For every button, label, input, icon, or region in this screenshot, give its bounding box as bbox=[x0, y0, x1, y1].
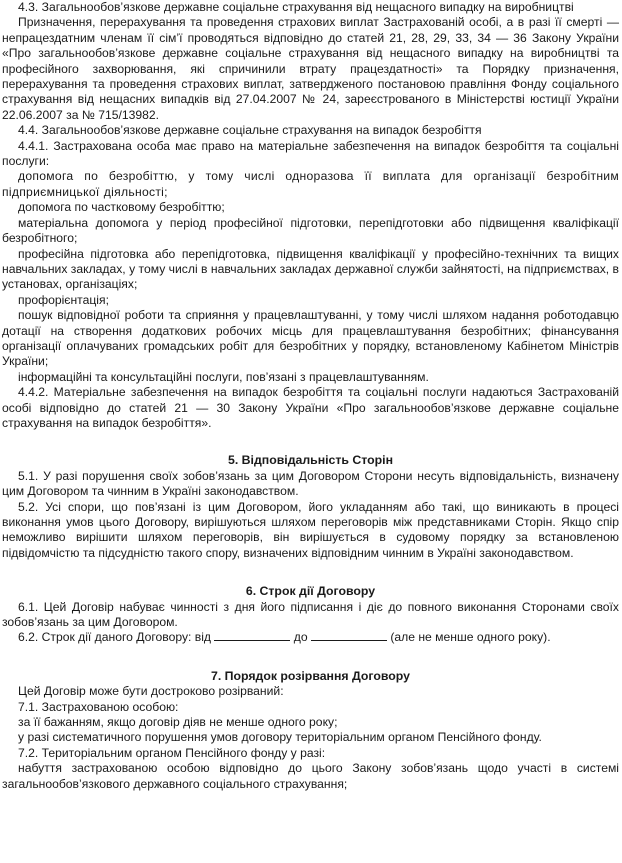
section-6-heading: 6. Строк дії Договору bbox=[245, 584, 376, 599]
section-4-3-title: 4.3. Загальнообов’язкове державне соціальне страхування від нещасного випадку на виробництві bbox=[18, 0, 574, 14]
list-item: допомога по частковому безробіттю; bbox=[18, 200, 225, 215]
section-7-intro: Цей Договір може бути достроково розірваний: bbox=[18, 684, 284, 699]
term-end-blank bbox=[311, 630, 387, 641]
list-item: інформаційні та консультаційні послуги, пов’язані з працевлаштуванням. bbox=[18, 369, 429, 384]
section-5-heading: 5. Відповідальність Сторін bbox=[228, 453, 393, 468]
section-7-1-a: за її бажанням, якщо договір діяв не менше одного року; bbox=[18, 715, 338, 730]
section-4-3-body: Призначення, перерахування та проведення страхових виплат Застрахованій особі, а в разі її смерті — непрацездатним членам її сім’ї проводяться відповідно до статей 21, 28, 29, 33, 34 — 36 Закону України «Про загальнообов’язкове державне соціальне страхування від нещасного випадку на виробництві та професійного захворювання, які спричинили втрату працездатності» та Порядку призначення, перерахування та проведення страхових виплат, затвердженого постановою правління Фонду соціального страхування від нещасних випадків від 27.04.2007 № 24, зареєстрованого в Міністерстві юстиції України 22.06.2007 за № 715/13982. bbox=[2, 15, 619, 122]
section-4-4-2: 4.4.2. Матеріальне забезпечення на випадок безробіття та соціальні послуги надаються Застрахованій особі відповідно до статей 21 — 30 Закону України «Про загальнообов’язкове державне соціальне страхування на випадок безробіття». bbox=[2, 385, 619, 430]
section-6-2 bbox=[2, 630, 619, 645]
list-item: профорієнтація; bbox=[18, 292, 109, 307]
section-7-heading: 7. Порядок розірвання Договору bbox=[210, 668, 410, 683]
term-mid-label: до bbox=[293, 630, 308, 645]
section-4-4-1: 4.4.1. Застрахована особа має право на матеріальне забезпечення на випадок безробіття та соціальні послуги: bbox=[2, 138, 619, 169]
list-item: професійна підготовка або перепідготовка, підвищення кваліфікації у професійно-технічних та вищих навчальних закладах, у тому числі в навчальних закладах державної служби зайнятості, на підприємствах, в установах, організаціях; bbox=[2, 246, 619, 292]
list-item: матеріальна допомога у період професійної підготовки, перепідготовки або підвищення кваліфікації безробітного; bbox=[2, 215, 619, 246]
list-item: пошук відповідної роботи та сприяння у працевлаштуванні, у тому числі шляхом надання роботодавцю дотації на створення додаткових робочих місць для працевлаштування безробітних; фінансування організації оплачуваних громадських робіт для безробітних у порядку, встановленому Кабінетом Міністрів України; bbox=[2, 308, 619, 369]
section-5-1: 5.1. У разі порушення своїх зобов’язань за цим Договором Сторони несуть відповідальність, визначену цим Договором та чинним в Україні законодавством. bbox=[2, 468, 619, 499]
term-start-label: 6.2. Строк дії даного Договору: від bbox=[18, 630, 211, 645]
section-4-4-title: 4.4. Загальнообов’язкове державне соціальне страхування на випадок безробіття bbox=[18, 123, 482, 138]
section-7-2: 7.2. Територіальним органом Пенсійного фонду у разі: bbox=[18, 745, 326, 760]
section-6-1: 6.1. Цей Договір набуває чинності з дня його підписання і діє до повного виконання Сторонами своїх зобов’язань за цим Договором. bbox=[2, 599, 619, 630]
list-item: допомога по безробіттю, у тому числі одноразова її виплата для організації безробітним підприємницької діяльності; bbox=[2, 169, 619, 199]
section-5-2: 5.2. Усі спори, що пов’язані із цим Договором, його укладанням або такі, що виникають в процесі виконання умов цього Договору, вирішуються шляхом переговорів між представниками Сторін. Якщо спір неможливо вирішити шляхом переговорів, він вирішується в судовому порядку за встановленою підвідомчістю та підсудністю такого спору, визначених відповідним чинним в Україні законодавством. bbox=[2, 499, 619, 560]
section-7-2-a: набуття застрахованою особою відповідно до цього Закону зобов’язань щодо участі в системі загальнообов’язкового державного соціального страхування; bbox=[2, 761, 619, 791]
section-7-1-b: у разі систематичного порушення умов договору територіальним органом Пенсійного фонду. bbox=[18, 730, 542, 745]
term-start-blank bbox=[214, 630, 290, 641]
term-end-label: (але не менше одного року). bbox=[390, 630, 551, 645]
section-7-1: 7.1. Застрахованою особою: bbox=[18, 699, 179, 714]
